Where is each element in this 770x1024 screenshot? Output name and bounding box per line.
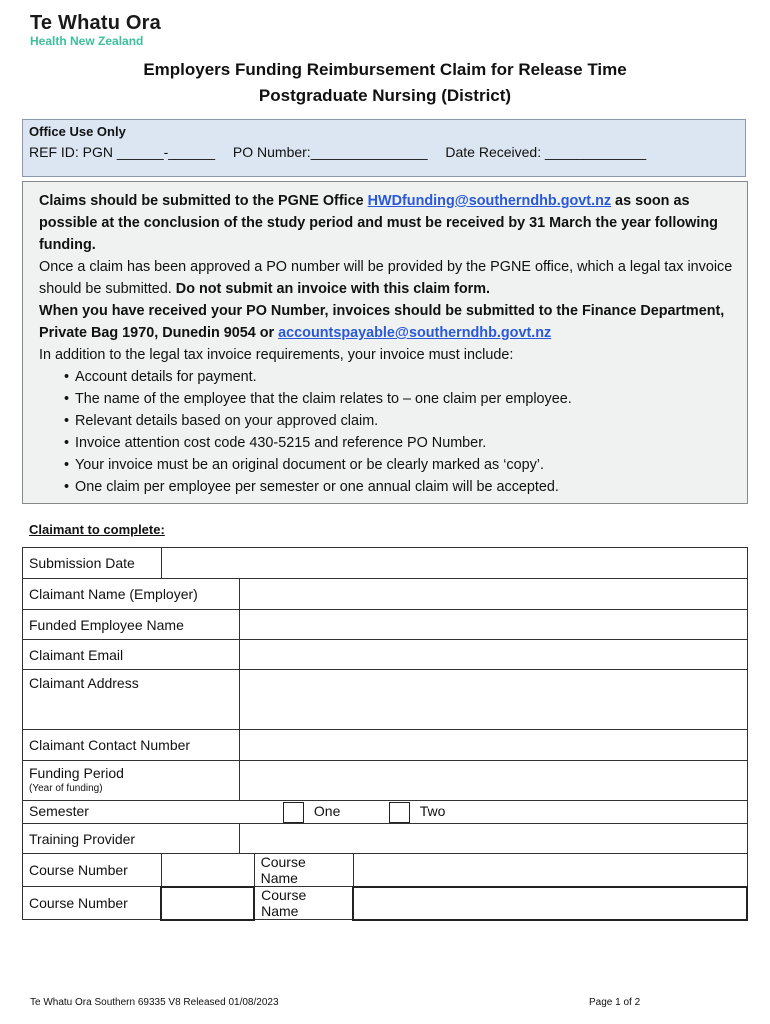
page-title (0, 57, 770, 109)
claimant-name-input[interactable] (239, 579, 747, 610)
claimant-address-input[interactable] (239, 670, 747, 730)
footer-page-number: Page 1 of 2 (589, 997, 641, 1008)
claimant-form (22, 547, 748, 921)
semester-one-checkbox[interactable] (283, 802, 304, 823)
claimant-email-label: Claimant Email (23, 640, 240, 670)
claimant-heading: Claimant to complete: (29, 522, 165, 537)
list-item: • The name of the employee that the claim relates to – one claim per employee. (75, 388, 735, 410)
semester-two-label: Two (419, 802, 446, 819)
training-provider-input[interactable] (239, 824, 747, 854)
course-number-label: Course Number (23, 854, 162, 887)
p2-text-b: Do not submit an invoice with this claim form. (175, 281, 491, 297)
title-line-1: Employers Funding Reimbursement Claim for Release Time (143, 60, 627, 79)
course-number-input[interactable] (161, 887, 254, 920)
p1-text-a: Claims should be submitted to the PGNE Office (39, 193, 368, 209)
list-item: • One claim per employee per semester or one annual claim will be accepted. (75, 476, 735, 498)
course-number-label: Course Number (23, 887, 162, 920)
requirements-list (39, 366, 735, 498)
list-item: • Invoice attention cost code 430-5215 and reference PO Number. (75, 432, 735, 454)
funding-period-note: (Year of funding) (29, 782, 103, 794)
instructions-paragraph-3 (39, 300, 735, 344)
po-number-field[interactable]: PO Number:_______________ (232, 144, 428, 160)
employee-name-input[interactable] (239, 610, 747, 640)
funding-period-input[interactable] (239, 761, 747, 801)
instructions-paragraph-1 (39, 190, 735, 256)
semester-two-checkbox[interactable] (389, 802, 410, 823)
training-provider-label: Training Provider (23, 824, 240, 854)
office-use-heading: Office Use Only (29, 124, 126, 139)
instructions-box (22, 181, 748, 504)
office-use-box (22, 119, 746, 177)
date-received-field[interactable]: Date Received: _____________ (445, 144, 647, 160)
employee-name-label: Funded Employee Name (23, 610, 240, 640)
semester-row (23, 801, 748, 824)
p1-text-b: as soon as possible at the conclusion of the study period and must be received by 31 March the year following funding. (39, 193, 718, 253)
course-number-input[interactable] (161, 854, 254, 887)
ref-id-field[interactable]: REF ID: PGN ______-______ (29, 144, 215, 160)
claimant-name-label: Claimant Name (Employer) (23, 579, 240, 610)
footer-document-id: Te Whatu Ora Southern 69335 V8 Released 01/08/2023 (30, 997, 279, 1008)
funding-period-label (23, 761, 240, 801)
course-name-input[interactable] (353, 854, 747, 887)
semester-label: Semester (29, 802, 89, 819)
p3-text-a: When you have received your PO Number, invoices should be submitted to the Finance Department, Private Bag 1970, Dunedin 9054 or (39, 303, 725, 341)
list-item: • Your invoice must be an original document or be clearly marked as ‘copy’. (75, 454, 735, 476)
logo (30, 12, 161, 48)
claimant-address-label: Claimant Address (23, 670, 240, 730)
contact-number-label: Claimant Contact Number (23, 730, 240, 761)
instructions-paragraph-2 (39, 256, 735, 300)
claimant-email-input[interactable] (239, 640, 747, 670)
contact-number-input[interactable] (239, 730, 747, 761)
accounts-payable-email-link[interactable]: accountspayable@southerndhb.govt.nz (278, 325, 552, 341)
course-name-label: Course Name (254, 854, 353, 887)
submission-date-label: Submission Date (23, 548, 162, 579)
funding-period-text: Funding Period (29, 764, 124, 781)
list-item: • Relevant details based on your approved claim. (75, 410, 735, 432)
semester-one-label: One (313, 802, 341, 819)
instructions-paragraph-4: In addition to the legal tax invoice requirements, your invoice must include: (39, 347, 514, 363)
list-item: • Account details for payment. (75, 366, 735, 388)
hwd-funding-email-link[interactable]: HWDfunding@southerndhb.govt.nz (367, 193, 612, 209)
course-name-input[interactable] (353, 887, 747, 920)
title-line-2: Postgraduate Nursing (District) (258, 86, 512, 105)
submission-date-input[interactable] (161, 548, 747, 579)
logo-main-text: Te Whatu Ora (30, 12, 161, 34)
p2-text-a: Once a claim has been approved a PO number will be provided by the PGNE office, which a legal tax invoice should be submitted. (39, 259, 733, 297)
course-name-label: Course Name (254, 887, 353, 920)
logo-sub-text: Health New Zealand (30, 34, 144, 48)
